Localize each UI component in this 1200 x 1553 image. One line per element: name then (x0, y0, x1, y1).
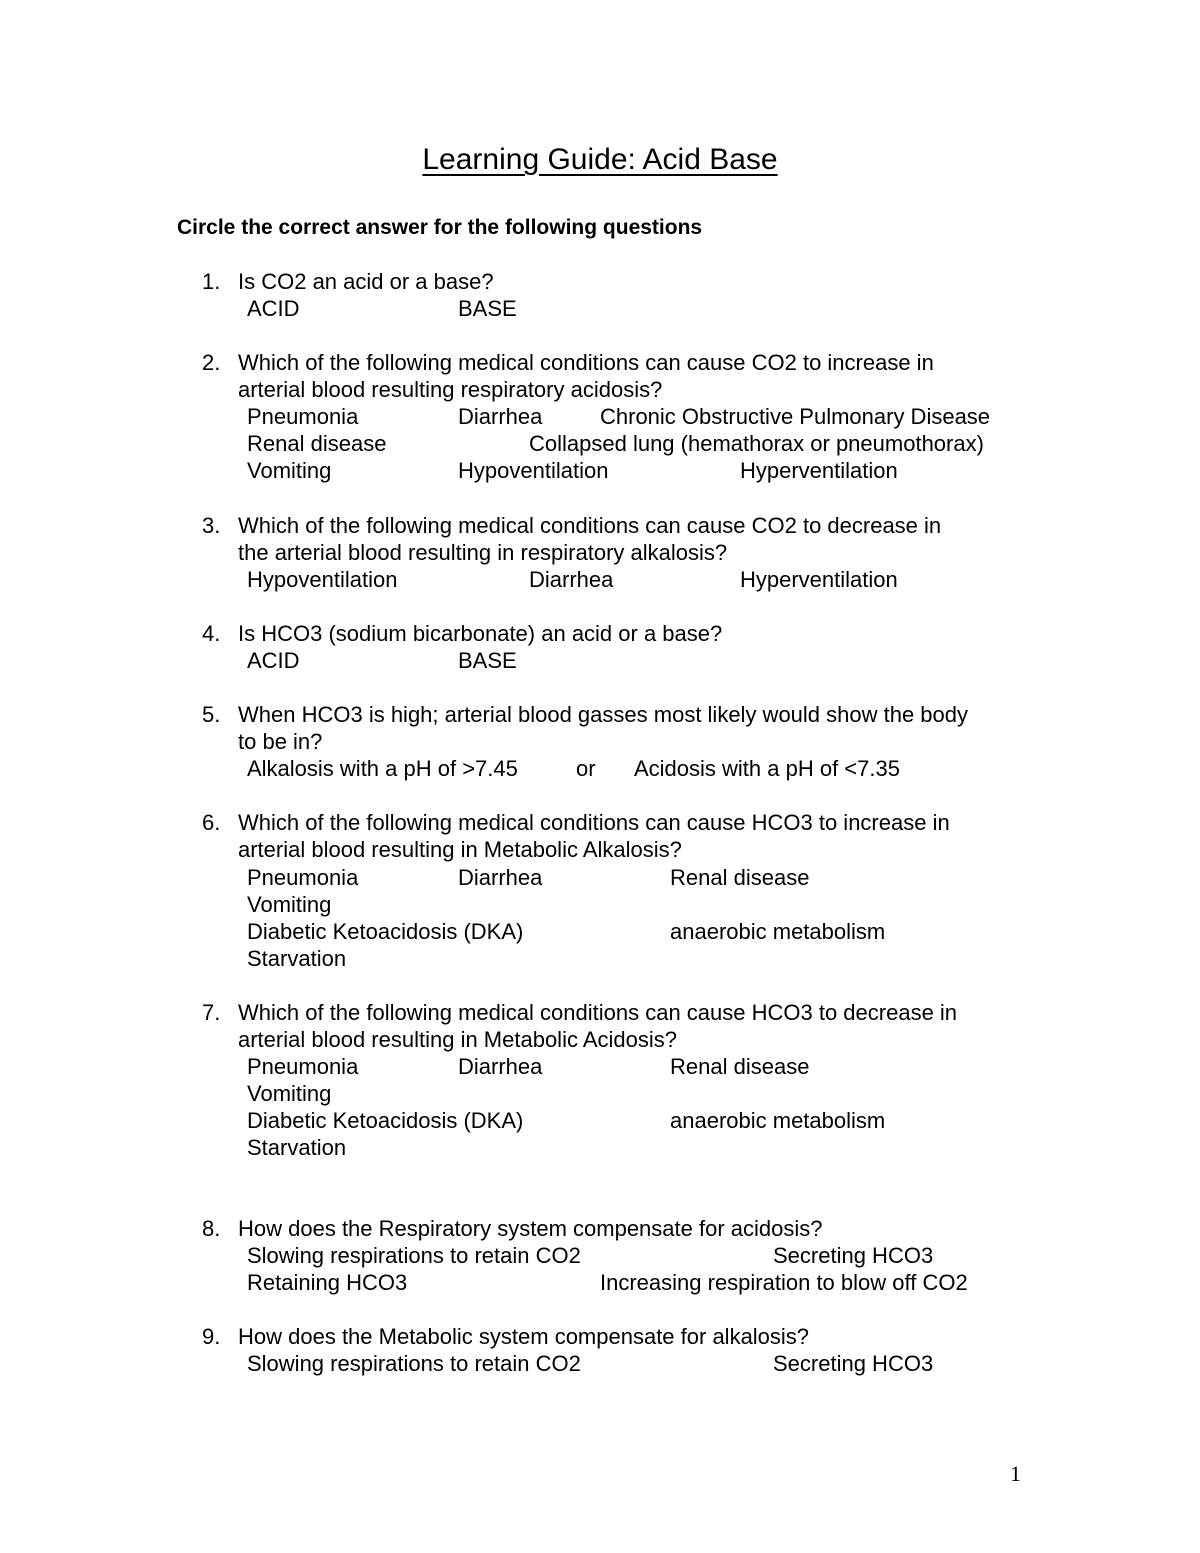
answer-option[interactable]: Secreting HCO3 (773, 1351, 934, 1376)
question-number: 7. (202, 1000, 221, 1025)
question-number: 5. (202, 702, 221, 727)
question-text: to be in? (238, 729, 323, 754)
question-number: 8. (202, 1216, 221, 1241)
question-number: 4. (202, 621, 221, 646)
question-text: arterial blood resulting respiratory acidosis? (238, 377, 663, 402)
answer-option[interactable]: Diabetic Ketoacidosis (DKA) (247, 919, 524, 944)
instructions-heading: Circle the correct answer for the following questions (177, 216, 703, 239)
question-text: Is CO2 an acid or a base? (238, 269, 494, 294)
answer-option[interactable]: Hypoventilation (458, 458, 609, 483)
question-text: Which of the following medical conditions can cause CO2 to increase in (238, 350, 934, 375)
answer-option[interactable]: Increasing respiration to blow off CO2 (600, 1270, 968, 1295)
answer-option[interactable]: BASE (458, 648, 517, 673)
answer-option[interactable]: Secreting HCO3 (773, 1243, 934, 1268)
answer-option[interactable]: Diabetic Ketoacidosis (DKA) (247, 1108, 524, 1133)
answer-option[interactable]: Pneumonia (247, 1054, 359, 1079)
question-number: 3. (202, 513, 221, 538)
question-text: the arterial blood resulting in respiratory alkalosis? (238, 540, 728, 565)
answer-option[interactable]: Diarrhea (458, 1054, 543, 1079)
answer-option[interactable]: ACID (247, 648, 300, 673)
answer-option[interactable]: Diarrhea (458, 404, 543, 429)
question-text: How does the Metabolic system compensate for alkalosis? (238, 1324, 810, 1349)
answer-option[interactable]: BASE (458, 296, 517, 321)
answer-option[interactable]: or (576, 756, 596, 781)
answer-option[interactable]: Vomiting (247, 892, 332, 917)
answer-option[interactable]: Hypoventilation (247, 567, 398, 592)
page-number: 1 (1010, 1461, 1021, 1486)
question-text: When HCO3 is high; arterial blood gasses most likely would show the body (238, 702, 969, 727)
answer-option[interactable]: ACID (247, 296, 300, 321)
answer-option[interactable]: anaerobic metabolism (670, 919, 886, 944)
question-text: Which of the following medical conditions can cause HCO3 to decrease in (238, 1000, 958, 1025)
question-text: Which of the following medical conditions can cause CO2 to decrease in (238, 513, 942, 538)
answer-option[interactable]: Slowing respirations to retain CO2 (247, 1351, 581, 1376)
answer-option[interactable]: Hyperventilation (740, 458, 898, 483)
question-number: 9. (202, 1324, 221, 1349)
answer-option[interactable]: Vomiting (247, 458, 332, 483)
answer-option[interactable]: Renal disease (670, 865, 810, 890)
answer-option[interactable]: Hyperventilation (740, 567, 898, 592)
answer-option[interactable]: Diarrhea (529, 567, 614, 592)
answer-option[interactable]: Pneumonia (247, 865, 359, 890)
answer-option[interactable]: Renal disease (670, 1054, 810, 1079)
question-text: How does the Respiratory system compensate for acidosis? (238, 1216, 823, 1241)
question-number: 6. (202, 810, 221, 835)
answer-option[interactable]: Alkalosis with a pH of >7.45 (247, 756, 518, 781)
answer-option[interactable]: Vomiting (247, 1081, 332, 1106)
page-title: Learning Guide: Acid Base (422, 143, 778, 176)
question-number: 1. (202, 269, 221, 294)
question-text: arterial blood resulting in Metabolic Acidosis? (238, 1027, 678, 1052)
answer-option[interactable]: Chronic Obstructive Pulmonary Disease (600, 404, 991, 429)
answer-option[interactable]: Retaining HCO3 (247, 1270, 408, 1295)
answer-option[interactable]: Acidosis with a pH of <7.35 (634, 756, 900, 781)
answer-option[interactable]: Starvation (247, 946, 347, 971)
question-text: Is HCO3 (sodium bicarbonate) an acid or a base? (238, 621, 723, 646)
answer-option[interactable]: Pneumonia (247, 404, 359, 429)
answer-option[interactable]: Renal disease (247, 431, 387, 456)
answer-option[interactable]: Collapsed lung (hemathorax or pneumothorax) (529, 431, 984, 456)
answer-option[interactable]: anaerobic metabolism (670, 1108, 886, 1133)
question-text: Which of the following medical conditions can cause HCO3 to increase in (238, 810, 950, 835)
answer-option[interactable]: Diarrhea (458, 865, 543, 890)
answer-option[interactable]: Slowing respirations to retain CO2 (247, 1243, 581, 1268)
question-number: 2. (202, 350, 221, 375)
answer-option[interactable]: Starvation (247, 1135, 347, 1160)
question-text: arterial blood resulting in Metabolic Alkalosis? (238, 837, 682, 862)
